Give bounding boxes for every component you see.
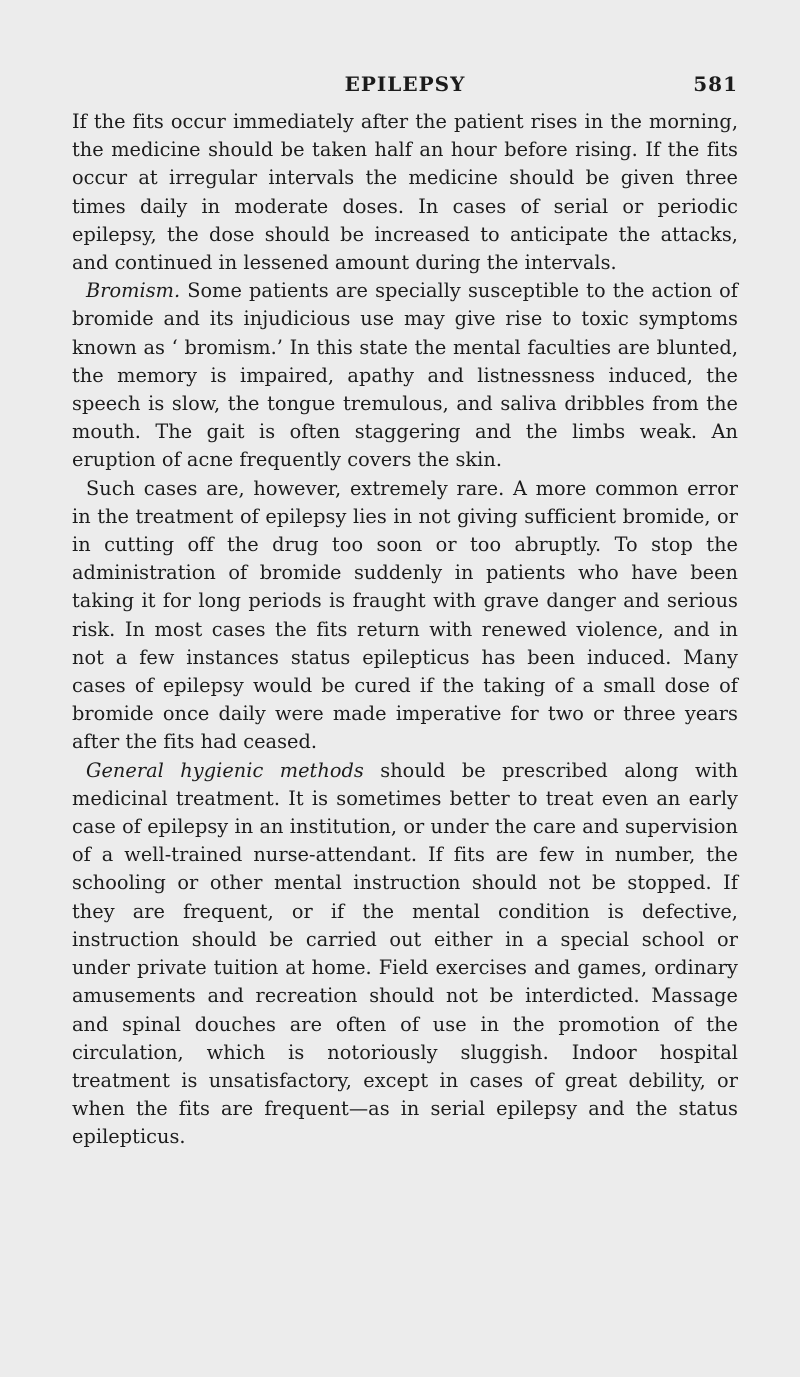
paragraph-dosage-timing	[72, 108, 738, 277]
paragraph-text: If the fits occur immediately after the patient rises in the morning, the medicine should be taken half an hour before rising. If the fits occur at irregular intervals the medicine should be given three times daily in moderate doses. In cases of serial or periodic epilepsy, the dose should be increased to anticipate the attacks, and continued in lessened amount during the intervals.	[72, 110, 738, 275]
paragraph-bromism	[72, 277, 738, 474]
running-head	[72, 72, 738, 100]
paragraph-lead-italic: Bromism.	[86, 279, 181, 303]
paragraph-text: Such cases are, however, extremely rare. A more common error in the treatment of epilepsy lies in not giving sufficient bromide, or in cutting off the drug too soon or too abruptly. To stop the administration of bromide suddenly in patients who have been taking it for long periods is fraught with grave danger and serious risk. In most cases the fits return with renewed violence, and in not a few instances status epilepticus has been induced. Many cases of epilepsy would be cured if the taking of a small dose of bromide once daily were made imperative for two or three years after the fits had ceased.	[72, 476, 738, 754]
paragraph-bromide-withdrawal	[72, 475, 738, 757]
paragraph-hygienic-methods	[72, 757, 738, 1152]
paragraph-text: should be prescribed along with medicinal treatment. It is sometimes better to treat even an early case of epilepsy in an institution, or under the care and supervision of a well-trained nurse-attendant. If fits are few in number, the schooling or other mental instruction should not be stopped. If they are frequent, or if the mental condition is defective, instruction should be carried out either in a special school or under private tuition at home. Field exercises and games, ordinary amusements and recreation should not be interdicted. Massage and spinal douches are often of use in the promotion of the circulation, which is notoriously sluggish. Indoor hospital treatment is unsatisfactory, except in cases of great debility, or when the fits are frequent—as in serial epilepsy and the status epilepticus.	[72, 758, 738, 1149]
page-number: 581	[693, 72, 738, 96]
body-text	[72, 108, 738, 1152]
paragraph-lead-italic: General hygienic methods	[86, 758, 364, 782]
running-title: EPILEPSY	[344, 72, 466, 96]
paragraph-text: Some patients are specially susceptible to the action of bromide and its injudicious use may give rise to toxic symptoms known as ‘ bromism.’ In this state the mental faculties are blunted, the memory is impaired, apathy and listnessness induced, the speech is slow, the tongue tremulous, and saliva dribbles from the mouth. The gait is often staggering and the limbs weak. An eruption of acne frequently covers the skin.	[72, 279, 738, 472]
